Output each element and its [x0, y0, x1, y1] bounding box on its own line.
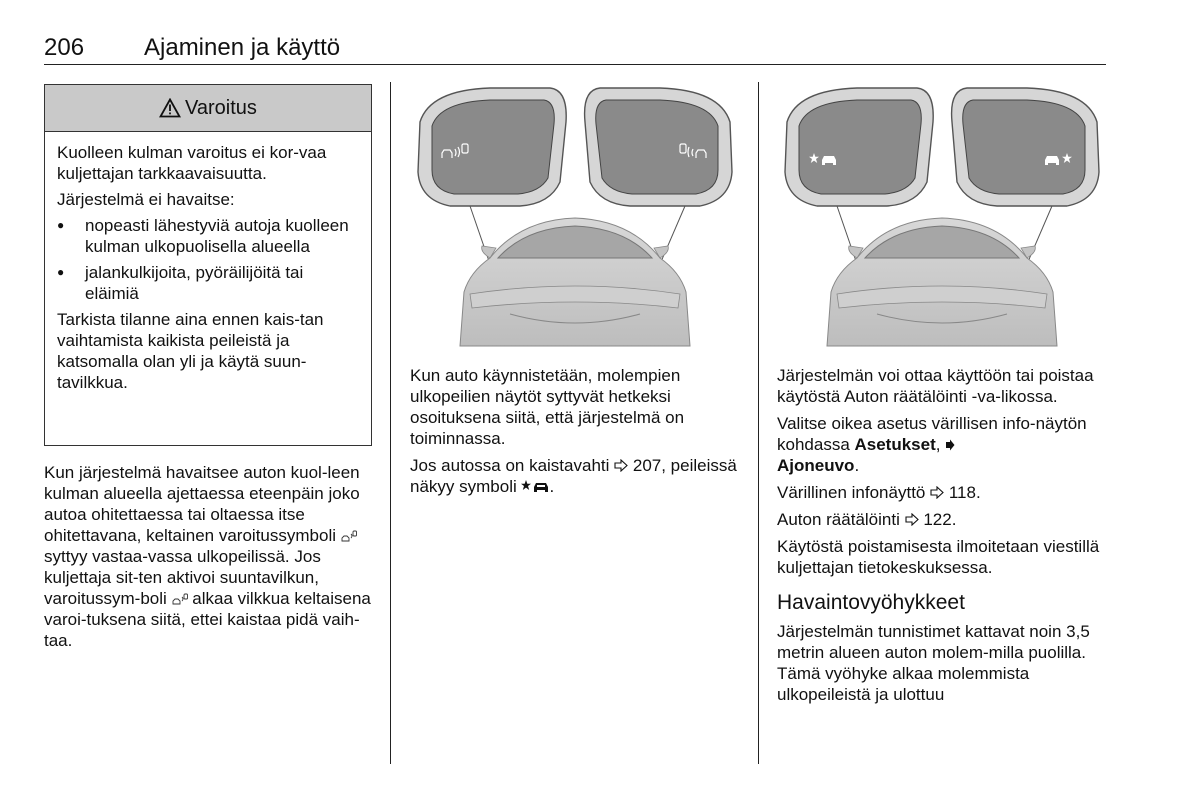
paragraph — [777, 509, 1109, 530]
text-run: . — [854, 456, 860, 475]
paragraph — [44, 462, 374, 651]
text-run: Jos autossa on kaistavahti — [410, 456, 615, 475]
text-run: , peileissä näkyy symboli — [410, 456, 737, 496]
left-mirror — [785, 88, 933, 206]
text-run: syttyy vastaa-vassa ulkopeilissä. Jos kuljettaja sit-ten aktivoi suuntavilkun, varoitussym-boli — [44, 547, 321, 608]
right-mirror — [952, 88, 1099, 206]
page-reference-icon — [905, 513, 919, 526]
text-run: , — [935, 435, 946, 454]
paragraph: Käytöstä poistamisesta ilmoitetaan viestillä kuljettajan tietokeskuksessa. — [777, 537, 1100, 577]
warning-triangle-icon — [159, 98, 181, 118]
text-run: . — [951, 510, 957, 529]
text-run: alkaa vilkkua keltaisena varoi-tuksena siitä, ettei kaistaa pidä vaih-taa. — [44, 589, 371, 650]
text-run: Kun järjestelmä havaitsee auton kuol-leen kulman alueella ajettaessa eteenpäin joko autoa ohitettaessa tai oltaessa itse ohitettavana, keltainen varoitussymboli — [44, 463, 360, 545]
column-3-text — [777, 365, 1109, 711]
page-number: 206 — [44, 34, 85, 61]
paragraph — [410, 455, 740, 497]
paragraph: Kun auto käynnistetään, molempien ulkopeilien näytöt syttyvät hetkeksi osoituksena siitä, että järjestelmä on toiminnassa. — [410, 366, 685, 448]
menu-arrow-icon — [945, 439, 955, 451]
warning-text: Tarkista tilanne aina ennen kais-tan vaihtamista kaikista peileistä ja katsomalla olan yli ja käytä suun-tavilkkua. — [57, 310, 324, 392]
page-reference: 118 — [948, 483, 976, 502]
list-item: ● jalankulkijoita, pyöräilijöitä tai eläimiä — [57, 262, 359, 304]
paragraph — [777, 413, 1109, 476]
text-run: . — [975, 483, 981, 502]
section-heading: Havaintovyöhykkeet — [777, 591, 965, 614]
page-reference-icon — [930, 486, 944, 499]
column-1-text — [44, 462, 374, 657]
menu-item-settings: Asetukset — [854, 435, 936, 454]
car-rear-view — [460, 218, 690, 346]
left-mirror — [418, 88, 566, 206]
blind-spot-warning-icon — [172, 593, 188, 605]
paragraph: Järjestelmän voi ottaa käyttöön tai poistaa käytöstä Auton räätälöinti -va-likossa. — [777, 366, 1094, 406]
list-item: ● nopeasti lähestyviä autoja kuolleen kulman ulkopuolisella alueella — [57, 215, 359, 257]
page-reference-icon — [614, 459, 628, 472]
right-mirror — [585, 88, 732, 206]
warning-text: Järjestelmä ei havaitse: — [57, 190, 235, 209]
lane-assist-icon — [521, 479, 549, 493]
chapter-title: Ajaminen ja käyttö — [144, 34, 341, 61]
warning-list — [57, 215, 359, 304]
page-header — [44, 30, 1106, 65]
mirror-illustration-blind-spot — [410, 82, 740, 348]
page-reference: 207 — [632, 456, 662, 475]
paragraph — [777, 482, 1109, 503]
car-rear-view — [827, 218, 1057, 346]
paragraph: Järjestelmän tunnistimet kattavat noin 3,5 metrin alueen auton molem-milla puolilla. Tämä vyöhyke alkaa molemmista ulkopeileistä ja ulottuu — [777, 622, 1090, 704]
column-divider — [390, 82, 391, 764]
warning-title: Varoitus — [185, 96, 257, 119]
column-divider — [758, 82, 759, 764]
menu-item-vehicle: Ajoneuvo — [777, 456, 855, 475]
mirror-illustration-lane-assist — [777, 82, 1107, 348]
page-reference: 122 — [923, 510, 952, 529]
text-run: Värillinen infonäyttö — [777, 483, 931, 502]
warning-box — [44, 84, 372, 446]
warning-text: Kuolleen kulman varoitus ei kor-vaa kuljettajan tarkkaavaisuutta. — [57, 143, 327, 183]
warning-body — [45, 132, 371, 393]
warning-header — [45, 85, 371, 132]
text-run: Auton räätälöinti — [777, 510, 905, 529]
text-run: Valitse oikea asetus värillisen info-näytön kohdassa — [777, 414, 1087, 454]
text-run: . — [549, 477, 555, 496]
blind-spot-warning-icon — [341, 530, 357, 542]
column-2-text — [410, 365, 740, 503]
